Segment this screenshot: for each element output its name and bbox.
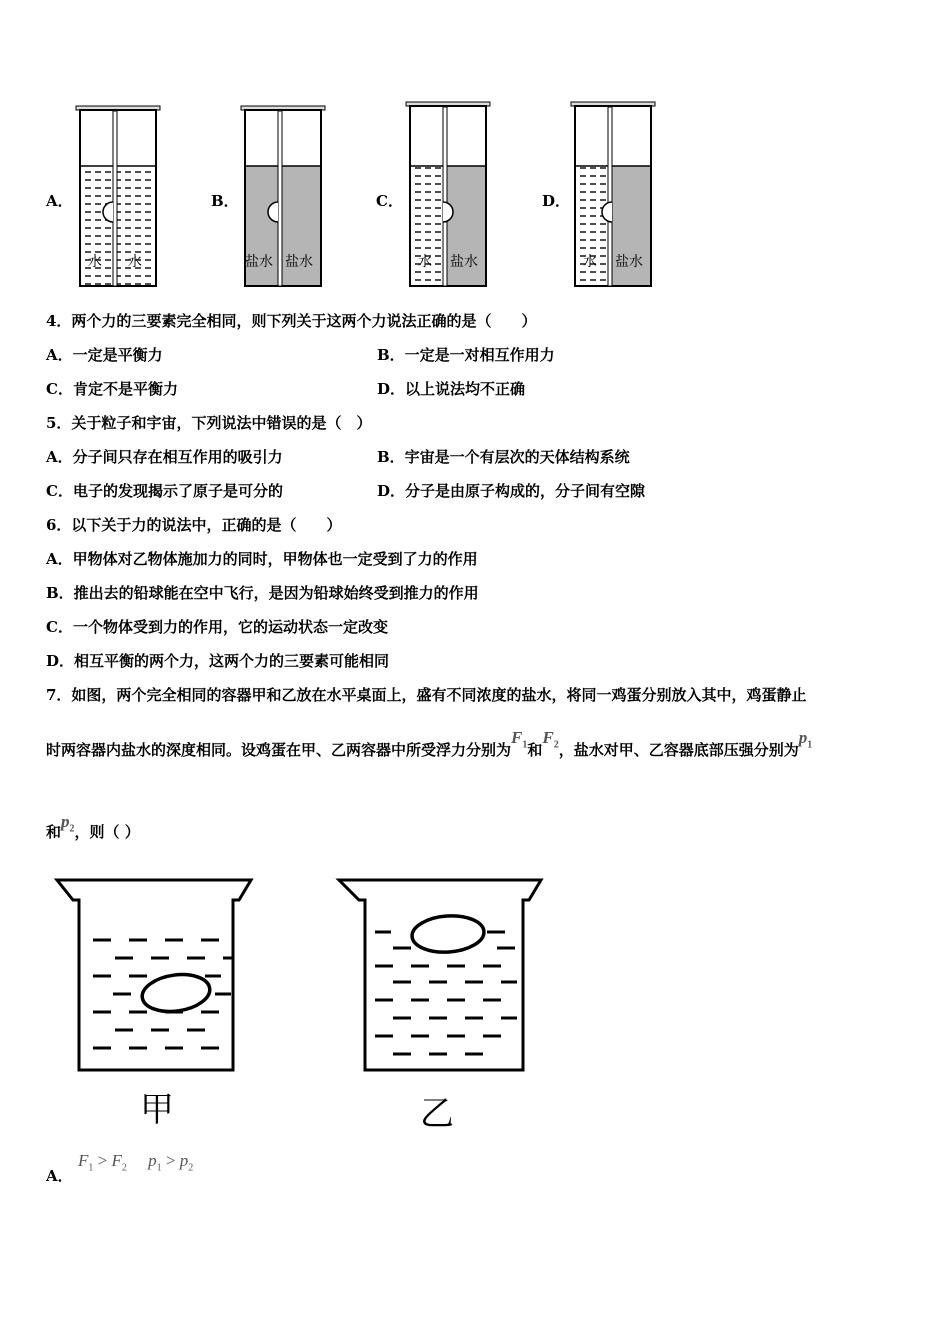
q4-stem: 4．两个力的三要素完全相同，则下列关于这两个力说法正确的是（ ） [46, 312, 537, 330]
q5-option-a: A．分子间只存在相互作用的吸引力 [46, 448, 283, 466]
beaker-jia [55, 876, 255, 1076]
q5-stem: 5．关于粒子和宇宙，下列说法中错误的是（ ） [46, 414, 372, 432]
q6-option-b: B．推出去的铅球能在空中飞行，是因为铅球始终受到推力的作用 [46, 584, 479, 602]
q5-option-b: B．宇宙是一个有层次的天体结构系统 [377, 448, 630, 466]
math-F1: $F_1$ [511, 728, 528, 751]
q4-option-a: A．一定是平衡力 [46, 346, 163, 364]
math-F2: $F_2$ [542, 728, 559, 751]
container-figure-c [404, 100, 494, 294]
figure-c-left-label: 水 [418, 254, 432, 270]
figure-b-left-label: 盐水 [245, 254, 273, 270]
beaker-yi [337, 876, 547, 1076]
figure-option-c-label: C． [376, 192, 403, 210]
math-F2-a: $F_2$ [111, 1151, 127, 1174]
figure-d-left-label: 水 [583, 254, 597, 270]
egg-yi [411, 914, 485, 955]
beaker-yi-label: 乙 [420, 1094, 454, 1134]
figure-c-right-label: 盐水 [450, 254, 478, 270]
q7-stem-line3 [46, 812, 140, 849]
container-figure-d [569, 100, 659, 294]
q4-option-d: D．以上说法均不正确 [377, 380, 526, 398]
math-p1: $p_1$ [798, 728, 813, 751]
q6-option-c: C．一个物体受到力的作用，它的运动状态一定改变 [46, 618, 388, 636]
beaker-jia-label: 甲 [140, 1090, 174, 1130]
q6-option-a: A．甲物体对乙物体施加力的同时，甲物体也一定受到了力的作用 [46, 550, 478, 568]
q7-line3-text: ，则（ ） [74, 823, 140, 841]
q7-stem-line1: 7．如图，两个完全相同的容器甲和乙放在水平桌面上，盛有不同浓度的盐水，将同一鸡蛋分别放入其中，鸡蛋静止 [46, 686, 807, 704]
q7-line2-text-a: 时两容器内盐水的深度相同。设鸡蛋在甲、乙两容器中所受浮力分别为 [46, 741, 512, 759]
q6-option-d: D．相互平衡的两个力，这两个力的三要素可能相同 [46, 652, 390, 670]
q5-option-d: D．分子是由原子构成的，分子间有空隙 [377, 482, 646, 500]
container-figure-a [74, 104, 164, 294]
figure-option-b-label: B． [211, 192, 239, 210]
math-F1-a: $F_1$ [78, 1151, 94, 1174]
figure-option-d-label: D． [542, 192, 571, 210]
q5-option-c: C．电子的发现揭示了原子是可分的 [46, 482, 283, 500]
q7-stem-line2 [46, 728, 813, 767]
q4-option-b: B．一定是一对相互作用力 [377, 346, 555, 364]
egg-jia [140, 970, 212, 1015]
q6-stem: 6．以下关于力的说法中，正确的是（ ） [46, 516, 342, 534]
q7-line2-and: 和 [527, 741, 543, 759]
figure-a-left-label: 水 [88, 254, 102, 270]
math-p1-a: $p_1$ [148, 1151, 162, 1174]
q7-line2-text-b: ，盐水对甲、乙容器底部压强分别为 [558, 741, 799, 759]
container-figure-b [239, 104, 329, 294]
figure-a-right-label: 水 [128, 254, 142, 270]
figure-d-right-label: 盐水 [615, 254, 643, 270]
math-p2-a: $p_2$ [179, 1151, 194, 1174]
figure-b-right-label: 盐水 [285, 254, 313, 270]
q4-option-c: C．肯定不是平衡力 [46, 380, 178, 398]
q7-option-a-formula: $F_1 > F_2$ $p_1 > p_2$ [78, 1151, 194, 1174]
q7-line3-and: 和 [46, 823, 62, 841]
figure-option-a-label: A． [46, 192, 73, 210]
q7-option-a-label: A． [46, 1167, 73, 1185]
math-p2: $p_2$ [61, 812, 75, 835]
